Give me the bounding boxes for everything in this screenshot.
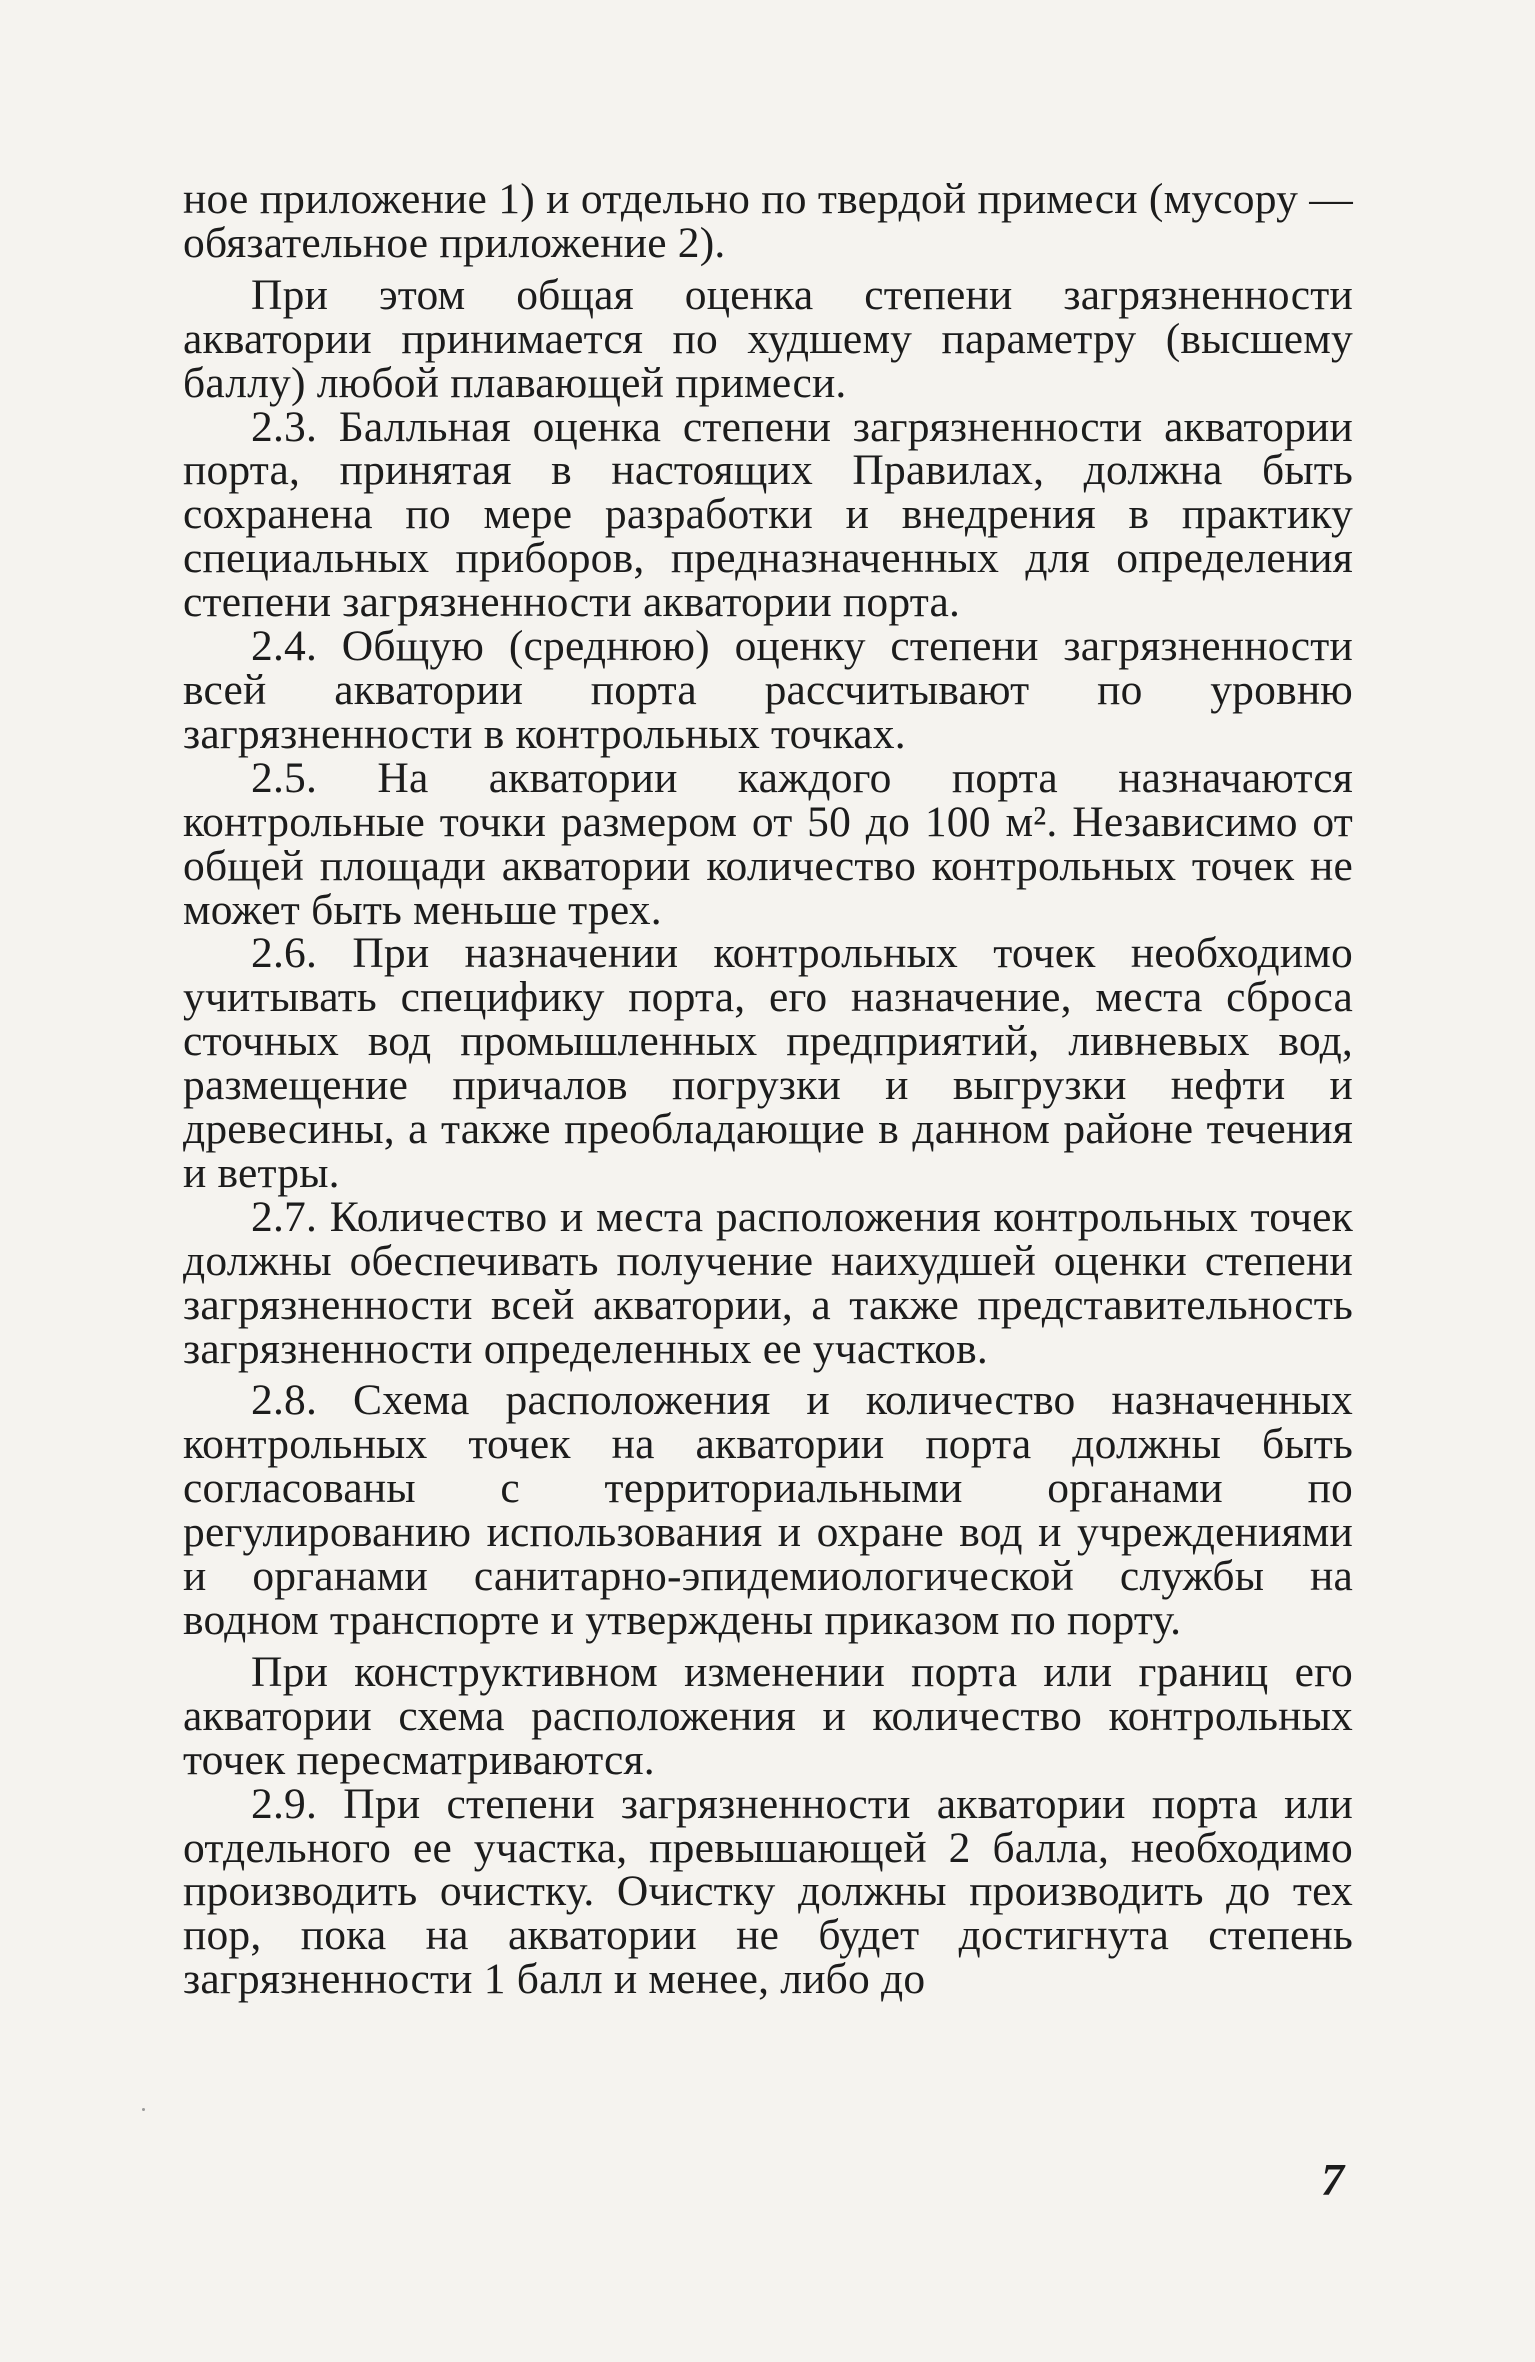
paragraph-2-5: 2.5. На акватории каждого порта назначаются контрольные точки размером от 50 до 100 м². Независимо от общей площади акватории количество контрольных точек не может быть меньше трех. <box>183 753 1353 934</box>
paragraph-2-6: 2.6. При назначении контрольных точек необходимо учитывать специфику порта, его назначение, места сброса сточных вод промышленных предприятий, ливневых вод, размещение причалов погрузки и выгрузки нефти и древесины, а также преобладающие в данном районе течения и ветры. <box>183 929 1353 1197</box>
paragraph-2-7: 2.7. Количество и места расположения контрольных точек должны обеспечивать получение наихудшей оценки степени загрязненности всей акватории, а также представительность загрязненности определенных ее участков. <box>183 1192 1353 1373</box>
page-number: 7 <box>1321 2154 1344 2205</box>
paragraph-continuation: ное приложение 1) и отдельно по твердой примеси (мусору — обязательное приложение 2). <box>183 175 1353 267</box>
paragraph-2-3: 2.3. Балльная оценка степени загрязненности акватории порта, принятая в настоящих Правилах, должна быть сохранена по мере разработки и внедрения в практику специальных приборов, предназначенных для определения степени загрязненности акватории порта. <box>183 402 1353 627</box>
paragraph-2-9: 2.9. При степени загрязненности акватории порта или отдельного ее участка, превышающей 2 балла, необходимо производить очистку. Очистку должны производить до тех пор, пока на акватории не будет достигнута степень загрязненности 1 балл и менее, либо до <box>183 1779 1353 2004</box>
paragraph-construction-change: При конструктивном изменении порта или границ его акватории схема расположения и количество контрольных точек пересматриваются. <box>183 1647 1353 1784</box>
body-text <box>183 175 1353 2004</box>
paragraph-2-4: 2.4. Общую (среднюю) оценку степени загрязненности всей акватории порта рассчитывают по уровню загрязненности в контрольных точках. <box>183 622 1353 758</box>
scan-speck <box>142 2108 145 2111</box>
paragraph-overall-assessment: При этом общая оценка степени загрязненности акватории принимается по худшему параметру (высшему баллу) любой плавающей примеси. <box>183 270 1353 407</box>
paragraph-2-8: 2.8. Схема расположения и количество назначенных контрольных точек на акватории порта должны быть согласованы с территориальными органами по регулированию использования и охране вод и учреждениями и органами санитарно-эпидемиологической службы на водном транспорте и утверждены приказом по порту. <box>183 1376 1353 1644</box>
